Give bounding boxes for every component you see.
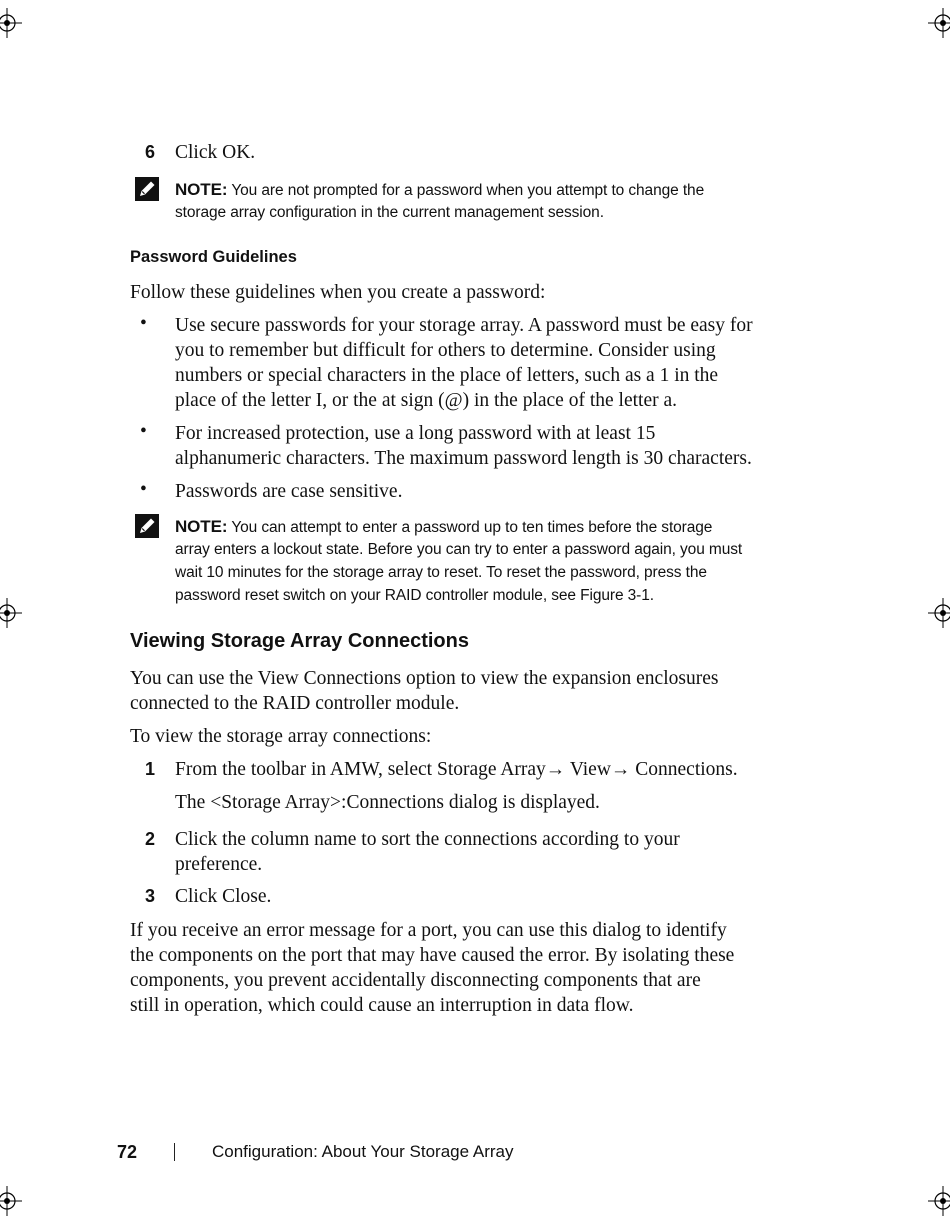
note-2-line-2: array enters a lockout state. Before you can try to enter a password again, you must (175, 541, 743, 558)
step-6-number: 6 (145, 142, 156, 162)
dialog-name: <Storage Array>:Connections (210, 792, 444, 813)
close-label: Close (222, 886, 267, 907)
bullet-3-dot: • (140, 479, 147, 500)
step-1-text: From the toolbar in AMW, select Storage Array→ View→ Connections. (175, 759, 738, 780)
note-1: NOTE: You are not prompted for a password when you attempt to change the (175, 180, 705, 199)
registration-mark-mid-right (928, 598, 950, 628)
step-1-number: 1 (145, 759, 156, 779)
bullet-1-line-4: place of the letter I, or the at sign (@) in the place of the letter a. (175, 390, 677, 411)
step-1-result: The <Storage Array>:Connections dialog is displayed. (175, 792, 600, 813)
password-guidelines-heading: Password Guidelines (130, 248, 297, 266)
registration-mark-top-right (928, 8, 950, 38)
footer-separator (174, 1143, 175, 1161)
ok-label: OK (222, 142, 251, 163)
step-3-number: 3 (145, 886, 156, 906)
bullet-1-line-1: Use secure passwords for your storage array. A password must be easy for (175, 315, 753, 336)
note-2: NOTE: You can attempt to enter a password up to ten times before the storage (175, 517, 713, 536)
closing-line-1: If you receive an error message for a port, you can use this dialog to identify (130, 920, 727, 941)
note-2-line-4: password reset switch on your RAID controller module, see Figure 3-1. (175, 587, 654, 604)
bullet-1-line-2: you to remember but difficult for others to determine. Consider using (175, 340, 716, 361)
note-1-label: NOTE: (175, 180, 228, 199)
view-connections-label: View Connections (257, 668, 402, 689)
closing-line-4: still in operation, which could cause an interruption in data flow. (130, 995, 634, 1016)
note-1-line-2: storage array configuration in the current management session. (175, 204, 604, 221)
password-guidelines-intro: Follow these guidelines when you create a password: (130, 282, 546, 303)
registration-mark-bottom-left (0, 1186, 22, 1216)
closing-line-3: components, you prevent accidentally disconnecting components that are (130, 970, 701, 991)
step-2-number: 2 (145, 829, 156, 849)
bullet-1-line-3: numbers or special characters in the place of letters, such as a 1 in the (175, 365, 719, 386)
bullet-2-line-1: For increased protection, use a long password with at least 15 (175, 423, 656, 444)
note-2-line-3: wait 10 minutes for the storage array to reset. To reset the password, press the (175, 564, 707, 581)
registration-mark-bottom-right (928, 1186, 950, 1216)
step-6-text: Click OK. (175, 142, 256, 163)
registration-mark-mid-left (0, 598, 22, 628)
step-2-line-2: preference. (175, 854, 263, 875)
footer-title: Configuration: About Your Storage Array (212, 1142, 514, 1161)
bullet-2-dot: • (140, 421, 147, 442)
registration-mark-top-left (0, 8, 22, 38)
viewing-intro-line-2: connected to the RAID controller module. (130, 693, 460, 714)
step-3-text: Click Close. (175, 886, 272, 907)
step-2-line-1: Click the column name to sort the connections according to your (175, 829, 680, 850)
note-pencil-icon (133, 175, 161, 203)
viewing-connections-heading: Viewing Storage Array Connections (130, 630, 469, 652)
viewing-lead: To view the storage array connections: (130, 726, 432, 747)
note-pencil-icon (133, 512, 161, 540)
page-number: 72 (117, 1142, 138, 1162)
note-2-label: NOTE: (175, 517, 228, 536)
closing-line-2: the components on the port that may have caused the error. By isolating these (130, 945, 735, 966)
menu-path: Storage Array→ View→ Connections (436, 759, 733, 780)
bullet-3-line-1: Passwords are case sensitive. (175, 481, 403, 502)
viewing-intro-line-1: You can use the View Connections option to view the expansion enclosures (130, 668, 719, 689)
bullet-2-line-2: alphanumeric characters. The maximum password length is 30 characters. (175, 448, 752, 469)
bullet-1-dot: • (140, 313, 147, 334)
